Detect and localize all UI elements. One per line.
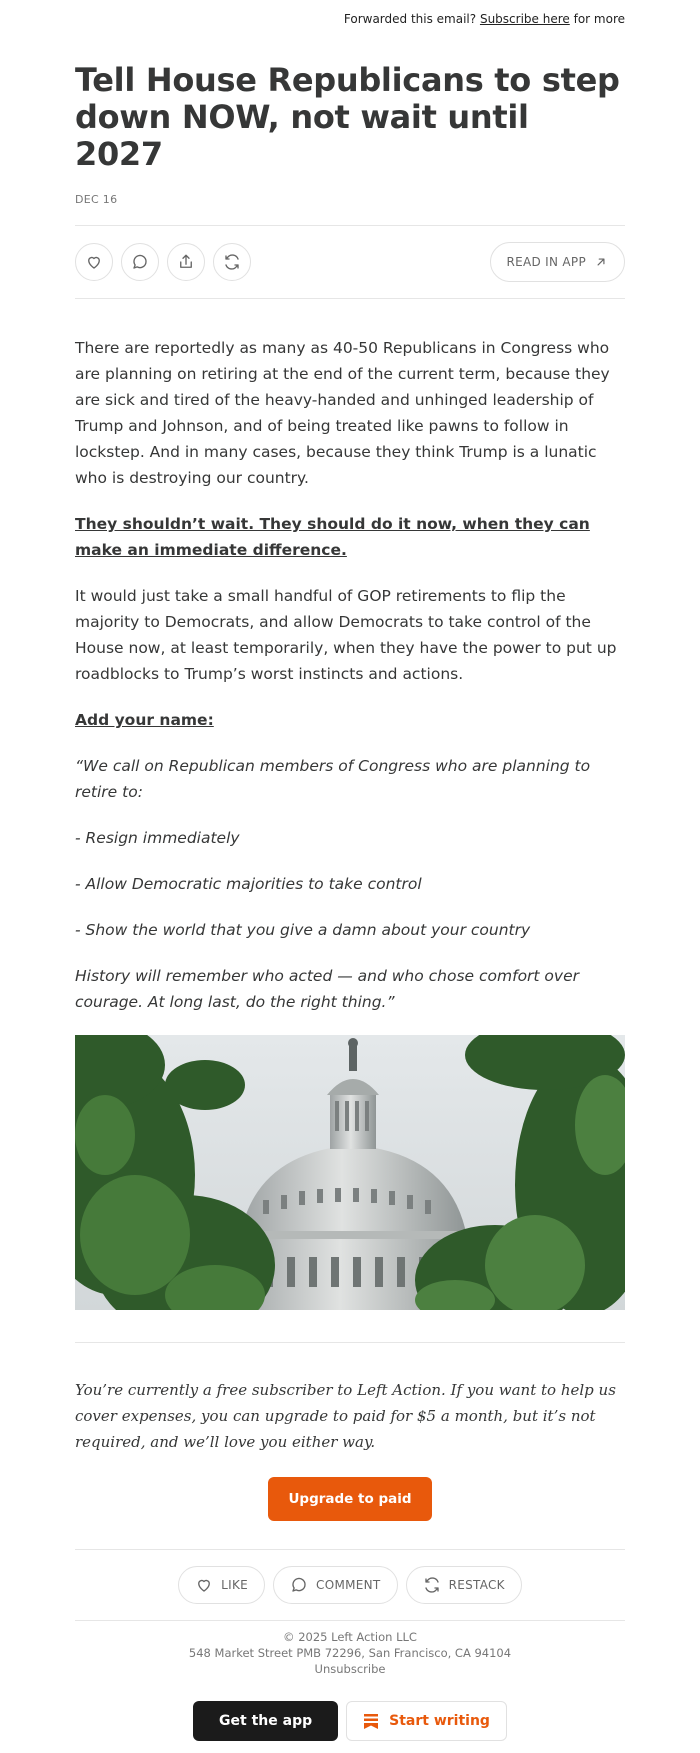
heart-icon <box>195 1576 213 1594</box>
engagement-bar <box>75 1566 625 1604</box>
quote-line: - Resign immediately <box>75 829 240 847</box>
divider <box>75 298 625 299</box>
divider <box>75 1342 625 1343</box>
divider <box>75 1620 625 1621</box>
capitol-image[interactable] <box>75 1035 625 1310</box>
like-pill-button[interactable] <box>178 1566 265 1604</box>
restack-pill-button[interactable] <box>406 1566 522 1604</box>
arrow-up-right-icon <box>594 255 608 269</box>
start-writing-button[interactable] <box>346 1701 507 1741</box>
unsubscribe-link[interactable]: Unsubscribe <box>314 1662 386 1676</box>
subscriber-note: You’re currently a free subscriber to Left Action. If you want to help us cover expenses, you can upgrade to paid for $5 a month, but it’s not required, and we’ll love you either way. <box>75 1381 616 1451</box>
upgrade-to-paid-button[interactable]: Upgrade to paid <box>268 1477 431 1521</box>
restack-icon <box>223 253 241 271</box>
quote-line: - Allow Democratic majorities to take control <box>75 875 422 893</box>
comment-button[interactable] <box>121 243 159 281</box>
quote-line: “We call on Republican members of Congress who are planning to retire to: <box>75 757 591 801</box>
comment-icon <box>290 1576 308 1594</box>
quote-line: - Show the world that you give a damn about your country <box>75 921 531 939</box>
restack-label: RESTACK <box>448 1578 505 1592</box>
add-name-heading: Add your name: <box>75 711 214 729</box>
post-date: DEC 16 <box>75 193 118 206</box>
heart-icon <box>85 253 103 271</box>
start-writing-label: Start writing <box>389 1713 490 1729</box>
copyright: © 2025 Left Action LLC <box>283 1630 417 1644</box>
forward-prefix: Forwarded this email? <box>343 12 477 26</box>
post-action-bar <box>75 226 625 298</box>
address: 548 Market Street PMB 72296, San Francisco, CA 94104 <box>188 1646 512 1660</box>
upgrade-container <box>75 1477 625 1521</box>
quote-line: History will remember who acted — and who chose comfort over courage. At long last, do the right thing.” <box>75 967 579 1011</box>
like-button[interactable] <box>75 243 113 281</box>
subscribe-link[interactable]: Subscribe here <box>479 12 570 26</box>
share-button[interactable] <box>167 243 205 281</box>
restack-button[interactable] <box>213 243 251 281</box>
legal-footer <box>75 1629 625 1677</box>
forward-notice <box>75 0 625 40</box>
email-container <box>75 0 625 1753</box>
get-the-app-label: Get the app <box>219 1713 313 1729</box>
like-label: LIKE <box>221 1578 249 1592</box>
paragraph: It would just take a small handful of GOP retirements to flip the majority to Democrats, and allow Democrats to take control of the House now, at least temporarily, when they have the power to put up roadblocks to Trump’s worst instincts and actions. <box>75 587 617 683</box>
post-title[interactable]: Tell House Republicans to step down NOW, not wait until 2027 <box>75 61 620 173</box>
bottom-spacer <box>75 1741 625 1753</box>
comment-icon <box>131 253 149 271</box>
comment-pill-button[interactable] <box>273 1566 398 1604</box>
paragraph: There are reportedly as many as 40-50 Republicans in Congress who are planning on retiring at the end of the current term, because they are sick and tired of the heavy-handed and unhinged leadership of Trump and Johnson, and of being treated like pawns to follow in lockstep. And in many cases, because they think Trump is a lunatic who is destroying our country. <box>75 339 610 487</box>
app-buttons <box>75 1701 625 1741</box>
get-the-app-button[interactable] <box>193 1701 338 1741</box>
read-in-app-button[interactable] <box>490 242 626 282</box>
read-in-app-label: READ IN APP <box>506 255 586 269</box>
substack-logo-icon <box>363 1713 379 1729</box>
restack-icon <box>423 1576 441 1594</box>
post-body <box>75 335 625 1015</box>
comment-label: COMMENT <box>316 1578 381 1592</box>
share-icon <box>177 253 195 271</box>
bold-callout: They shouldn’t wait. They should do it now, when they can make an immediate difference. <box>75 515 590 559</box>
divider <box>75 1549 625 1550</box>
forward-suffix: for more <box>573 12 625 26</box>
